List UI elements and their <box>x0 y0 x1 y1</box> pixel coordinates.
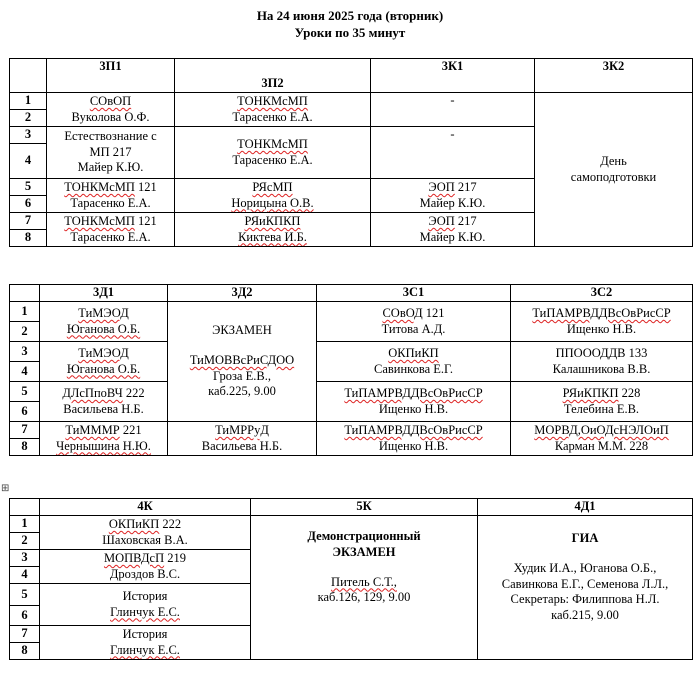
cell-3d1-lesson-1-2 <box>40 302 168 342</box>
teacher: Шаховская В.А. <box>102 532 188 547</box>
lesson-number: 6 <box>10 606 40 626</box>
cell-4k-lesson-1-2 <box>40 516 251 550</box>
lesson-number: 5 <box>10 584 40 606</box>
subject: ТОНКМсМП <box>237 93 308 108</box>
teacher: Калашникова В.В. <box>552 361 651 376</box>
cell-3k1-lesson-3-4 <box>371 127 535 179</box>
teacher: Васильева Н.Б. <box>201 438 283 453</box>
cell-3c1-lesson-7-8 <box>317 422 511 456</box>
cell-3c1-lesson-1-2 <box>317 302 511 342</box>
group-header-3d1: 3Д1 <box>40 285 168 302</box>
subject: ТиПАМРВДДВсОвРисСР <box>344 385 483 400</box>
group-header-4d1: 4Д1 <box>478 499 693 516</box>
subject: ТиПАМРВДДВсОвРисСР <box>344 422 483 437</box>
teacher: Ищенко Н.В. <box>378 438 449 453</box>
lesson-number: 4 <box>10 144 47 179</box>
teacher: Вуколова О.Ф. <box>71 109 150 124</box>
teacher: Телебина Е.В. <box>563 401 640 416</box>
group-header-4k: 4К <box>40 499 251 516</box>
cell-4k-lesson-7-8 <box>40 626 251 660</box>
room: 228 <box>621 385 641 400</box>
lesson-number: 3 <box>10 550 40 567</box>
group-header-3p1: 3П1 <box>47 59 175 93</box>
lesson-number: 1 <box>10 516 40 533</box>
cell-3c2-lesson-7-8 <box>511 422 693 456</box>
schedule-table-1 <box>9 58 693 247</box>
lesson-number: 2 <box>10 533 40 550</box>
self-study-text: День самоподготовки <box>570 153 657 184</box>
subject: История <box>122 588 168 603</box>
cell-3p1-lesson-3-4 <box>47 127 175 179</box>
cell-3p1-lesson-1-2 <box>47 93 175 127</box>
group-header-3c2: 3С2 <box>511 285 693 302</box>
room: 221 <box>122 422 142 437</box>
schedule-table-3 <box>9 498 693 660</box>
cell-4k-lesson-5-6 <box>40 584 251 626</box>
teacher: Киктева И.Б. <box>238 229 307 244</box>
room: 219 <box>167 550 186 565</box>
teacher: Глинчук Е.С. <box>110 642 180 657</box>
teacher: Майер К.Ю. <box>419 229 486 244</box>
subject: ТОНКМсМП <box>237 136 308 151</box>
teacher: Ищенко Н.В. <box>566 321 637 336</box>
teacher: Юганова О.Б. <box>66 361 141 376</box>
cell-3p2-lesson-7-8 <box>175 213 371 247</box>
lesson-number: 6 <box>10 196 47 213</box>
lesson-number: 4 <box>10 567 40 584</box>
subject: ТОНКМсМП <box>64 179 135 194</box>
schedule-lesson-duration: Уроки по 35 минут <box>294 25 406 40</box>
corner-cell <box>10 285 40 302</box>
cell-3c2-lesson-1-2 <box>511 302 693 342</box>
cell-3c2-lesson-3-4 <box>511 342 693 382</box>
subject: СОвОД <box>382 305 423 320</box>
subject: МОПВДсП <box>103 550 165 565</box>
cell-3p2-lesson-5-6 <box>175 179 371 213</box>
exam-teacher: Гроза Е.В., <box>213 368 271 383</box>
lesson-number: 1 <box>10 93 47 110</box>
cell-3c2-lesson-5-6 <box>511 382 693 422</box>
subject: ТиМЭОД <box>78 345 129 360</box>
teacher: Майер К.Ю. <box>77 160 144 175</box>
room: 222 <box>125 385 145 400</box>
corner-cell <box>10 499 40 516</box>
lesson-number: 7 <box>10 422 40 439</box>
room: 121 <box>138 213 157 228</box>
group-header-3p2: 3П2 <box>175 59 371 93</box>
empty-mark: - <box>450 93 455 107</box>
gia-title: ГИА <box>571 531 599 546</box>
subject: ТОНКМсМП <box>64 213 135 228</box>
gia-members: Худик И.А., Юганова О.Б., Савинкова Е.Г., Семенова Л.Л., <box>501 561 669 591</box>
lesson-number: 6 <box>10 402 40 422</box>
group-header-3k1: 3К1 <box>371 59 535 93</box>
teacher: Глинчук Е.С. <box>110 604 180 619</box>
teacher: Юганова О.Б. <box>66 321 141 336</box>
teacher: Майер К.Ю. <box>419 195 486 210</box>
teacher: Тарасенко Е.А. <box>232 109 313 124</box>
lesson-number: 7 <box>10 213 47 230</box>
cell-3p1-lesson-7-8 <box>47 213 175 247</box>
exam-line-2: ЭКЗАМЕН <box>332 544 396 559</box>
subject: СОвОП <box>89 93 132 108</box>
lesson-number: 4 <box>10 362 40 382</box>
cell-3c1-lesson-5-6 <box>317 382 511 422</box>
cell-3d2-lesson-7-8 <box>168 422 317 456</box>
cell-5k-exam <box>251 516 478 660</box>
lesson-number: 2 <box>10 110 47 127</box>
lesson-number: 3 <box>10 342 40 362</box>
cell-3c1-lesson-3-4 <box>317 342 511 382</box>
subject: ОКПиКП <box>108 516 160 531</box>
teacher: Дроздов В.С. <box>109 566 181 581</box>
cell-3p2-lesson-3-4 <box>175 127 371 179</box>
subject: История <box>122 626 168 641</box>
room: 121 <box>138 179 157 194</box>
teacher: Титова А.Д. <box>381 321 446 336</box>
lesson-number: 7 <box>10 626 40 643</box>
lesson-number: 8 <box>10 439 40 456</box>
teacher: Норицына О.В. <box>231 195 314 210</box>
gia-secretary: Секретарь: Филиппова Н.Л. <box>510 592 660 607</box>
table-move-handle-icon[interactable]: ⊞ <box>1 483 10 494</box>
exam-line-1: Демонстрационный <box>307 529 421 544</box>
subject: РЯиКПКП <box>244 213 301 228</box>
cell-3d1-lesson-5-6 <box>40 382 168 422</box>
group-header-5k: 5К <box>251 499 478 516</box>
room: 217 <box>457 213 477 228</box>
subject: РЯиКПКП <box>562 385 619 400</box>
subject: ДЛсПпоВЧ <box>62 385 123 400</box>
gia-place: каб.215, 9.00 <box>551 607 619 622</box>
lesson-number: 1 <box>10 302 40 322</box>
cell-3d2-exam <box>168 302 317 422</box>
cell-4d1-gia <box>478 516 693 660</box>
subject: Естествознание с МП 217 <box>64 129 157 159</box>
cell-3k1-lesson-1-2 <box>371 93 535 127</box>
room: 222 <box>162 516 182 531</box>
empty-mark: - <box>450 127 455 141</box>
exam-place: каб.126, 129, 9.00 <box>317 590 411 605</box>
teacher: Тарасенко Е.А. <box>70 229 151 244</box>
subject: ТиМММР <box>65 422 120 437</box>
group-header-3k2: 3К2 <box>535 59 693 93</box>
schedule-date-title: На 24 июня 2025 года (вторник) <box>256 8 444 23</box>
lesson-number: 8 <box>10 230 47 247</box>
subject: ППОООДДВ 133 <box>555 345 648 360</box>
group-header-3d2: 3Д2 <box>168 285 317 302</box>
teacher: Савинкова Е.Г. <box>374 361 453 376</box>
schedule-table-2 <box>9 284 693 456</box>
teacher: Карман М.М. 228 <box>554 438 649 453</box>
room: 121 <box>425 305 445 320</box>
cell-3p1-lesson-5-6 <box>47 179 175 213</box>
subject: ТиПАМРВДДВсОвРисСР <box>532 305 671 320</box>
cell-3d1-lesson-3-4 <box>40 342 168 382</box>
teacher: Тарасенко Е.А. <box>70 195 151 210</box>
subject: ЭОП <box>428 213 455 228</box>
lesson-number: 5 <box>10 179 47 196</box>
exam-label: ЭКЗАМЕН <box>212 323 272 338</box>
subject: ТиМЭОД <box>78 305 129 320</box>
cell-3k1-lesson-7-8 <box>371 213 535 247</box>
teacher: Тарасенко Е.А. <box>232 152 313 167</box>
corner-cell <box>10 59 47 93</box>
cell-3d1-lesson-7-8 <box>40 422 168 456</box>
teacher: Васильева Н.Б. <box>63 401 144 416</box>
lesson-number: 5 <box>10 382 40 402</box>
room: 217 <box>457 179 477 194</box>
teacher: Чернышина Н.Ю. <box>56 438 151 453</box>
exam-subject: ТиМОВВсРиСДОО <box>189 352 295 367</box>
subject: МОРВД,ОиОДсНЭЛОиП <box>534 422 669 437</box>
exam-teacher: Питель С.Т., <box>331 574 397 589</box>
subject: РЯсМП <box>252 179 293 194</box>
cell-3k1-lesson-5-6 <box>371 179 535 213</box>
lesson-number: 2 <box>10 322 40 342</box>
lesson-number: 8 <box>10 643 40 660</box>
subject: ТиМРРуД <box>215 422 269 437</box>
lesson-number: 3 <box>10 127 47 144</box>
group-header-3c1: 3С1 <box>317 285 511 302</box>
exam-place: каб.225, 9.00 <box>208 384 276 399</box>
cell-3k2-all-day <box>535 93 693 247</box>
cell-4k-lesson-3-4 <box>40 550 251 584</box>
cell-3p2-lesson-1-2 <box>175 93 371 127</box>
subject: ОКПиКП <box>388 345 439 360</box>
subject: ЭОП <box>428 179 455 194</box>
teacher: Ищенко Н.В. <box>378 401 449 416</box>
